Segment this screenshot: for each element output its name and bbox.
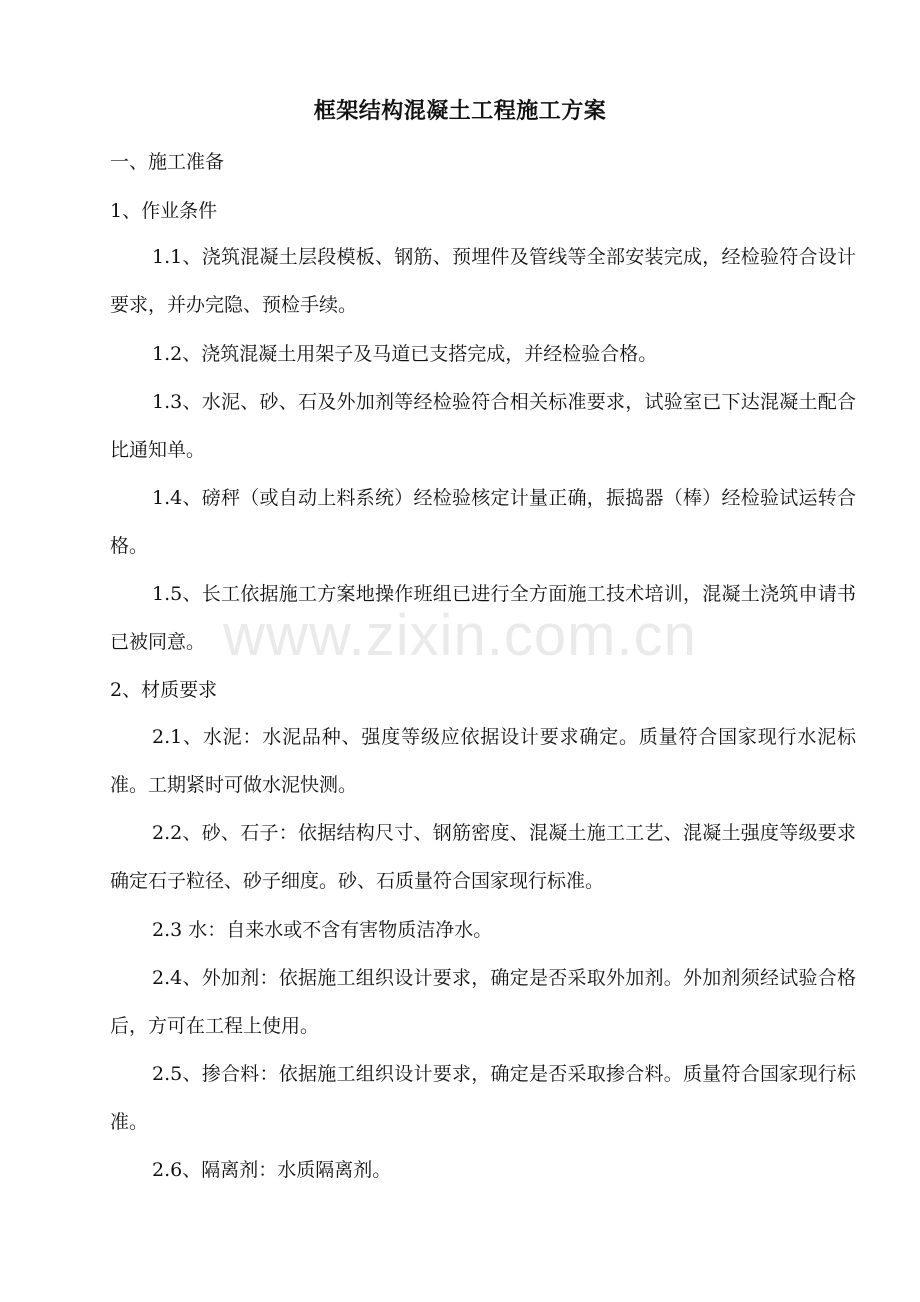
subsection-heading-work-conditions: 1、作业条件 xyxy=(110,200,218,222)
paragraph-2-2: 2.2、砂、石子：依据结构尺寸、钢筋密度、混凝土施工工艺、混凝土强度等级要求确定石子粒径、砂子细度。砂、石质量符合国家现行标准。 xyxy=(110,822,856,892)
paragraph-1-5: 1.5、长工依据施工方案地操作班组已进行全方面施工技术培训，混凝土浇筑申请书已被同意。 xyxy=(110,583,856,653)
paragraph-2-3: 2.3 水：自来水或不含有害物质洁净水。 xyxy=(152,919,493,941)
paragraph-1-2: 1.2、浇筑混凝土用架子及马道已支搭完成，并经检验合格。 xyxy=(152,343,658,365)
paragraph-1-4: 1.4、磅秤（或自动上料系统）经检验核定计量正确，振捣器（棒）经检验试运转合格。 xyxy=(110,487,856,557)
watermark-text: www.zixin.com.cn xyxy=(223,603,697,668)
paragraph-2-1: 2.1、水泥：水泥品种、强度等级应依据设计要求确定。质量符合国家现行水泥标准。工期紧时可做水泥快测。 xyxy=(110,726,856,796)
section-heading-preparation: 一、施工准备 xyxy=(110,151,225,173)
paragraph-2-6: 2.6、隔离剂：水质隔离剂。 xyxy=(152,1159,392,1181)
paragraph-1-1: 1.1、浇筑混凝土层段模板、钢筋、预埋件及管线等全部安装完成，经检验符合设计要求，并办完隐、预检手续。 xyxy=(110,246,856,316)
paragraph-2-5: 2.5、掺合料：依据施工组织设计要求，确定是否采取掺合料。质量符合国家现行标准。 xyxy=(110,1063,856,1133)
document-title: 框架结构混凝土工程施工方案 xyxy=(313,98,607,124)
subsection-heading-material-requirements: 2、材质要求 xyxy=(110,679,218,701)
paragraph-1-3: 1.3、水泥、砂、石及外加剂等经检验符合相关标准要求，试验室已下达混凝土配合比通知单。 xyxy=(110,391,856,461)
paragraph-2-4: 2.4、外加剂：依据施工组织设计要求，确定是否采取外加剂。外加剂须经试验合格后，方可在工程上使用。 xyxy=(110,967,856,1037)
